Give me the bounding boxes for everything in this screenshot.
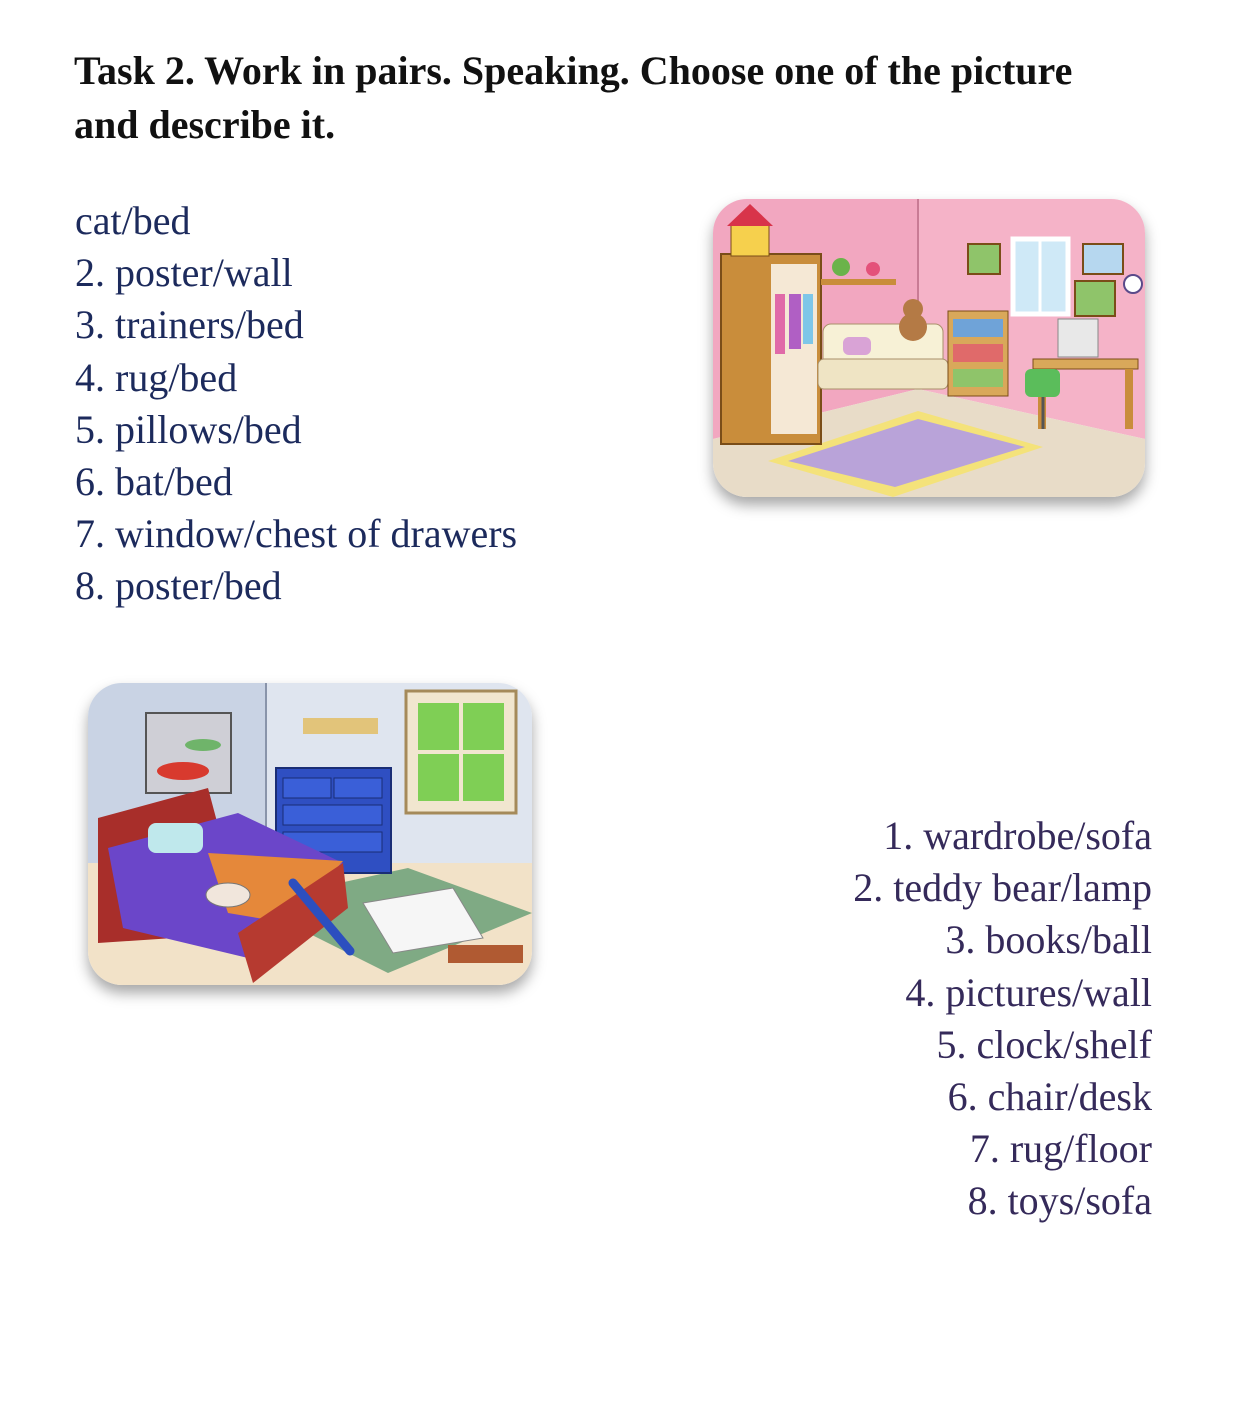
left-vocabulary-list	[75, 195, 517, 613]
list-item: 5. clock/shelf	[936, 1021, 1152, 1067]
list-item: 2. poster/wall	[75, 250, 293, 296]
list-item: 7. rug/floor	[969, 1126, 1152, 1172]
boys-bedroom-illustration	[88, 683, 532, 985]
list-item: 8. poster/bed	[75, 563, 282, 609]
list-item: 5. pillows/bed	[75, 406, 302, 452]
list-item: 6. bat/bed	[75, 459, 233, 505]
right-vocabulary-list	[853, 810, 1152, 1228]
list-item: 3. trainers/bed	[75, 302, 304, 348]
list-item: 4. rug/bed	[75, 354, 238, 400]
list-item: 1. wardrobe/sofa	[883, 813, 1152, 858]
list-item: 6. chair/desk	[947, 1074, 1152, 1120]
list-item: 2. teddy bear/lamp	[853, 865, 1152, 911]
list-item: 7. window/chest of drawers	[75, 511, 518, 557]
task-title: Task 2. Work in pairs. Speaking. Choose one of the picture and describe it.	[74, 48, 1073, 147]
list-item: 3. books/ball	[945, 917, 1152, 963]
list-item: 8. toys/sofa	[967, 1178, 1152, 1224]
girls-bedroom-illustration	[713, 199, 1145, 497]
list-item: 4. pictures/wall	[905, 969, 1152, 1015]
list-item: cat/bed	[75, 198, 191, 243]
